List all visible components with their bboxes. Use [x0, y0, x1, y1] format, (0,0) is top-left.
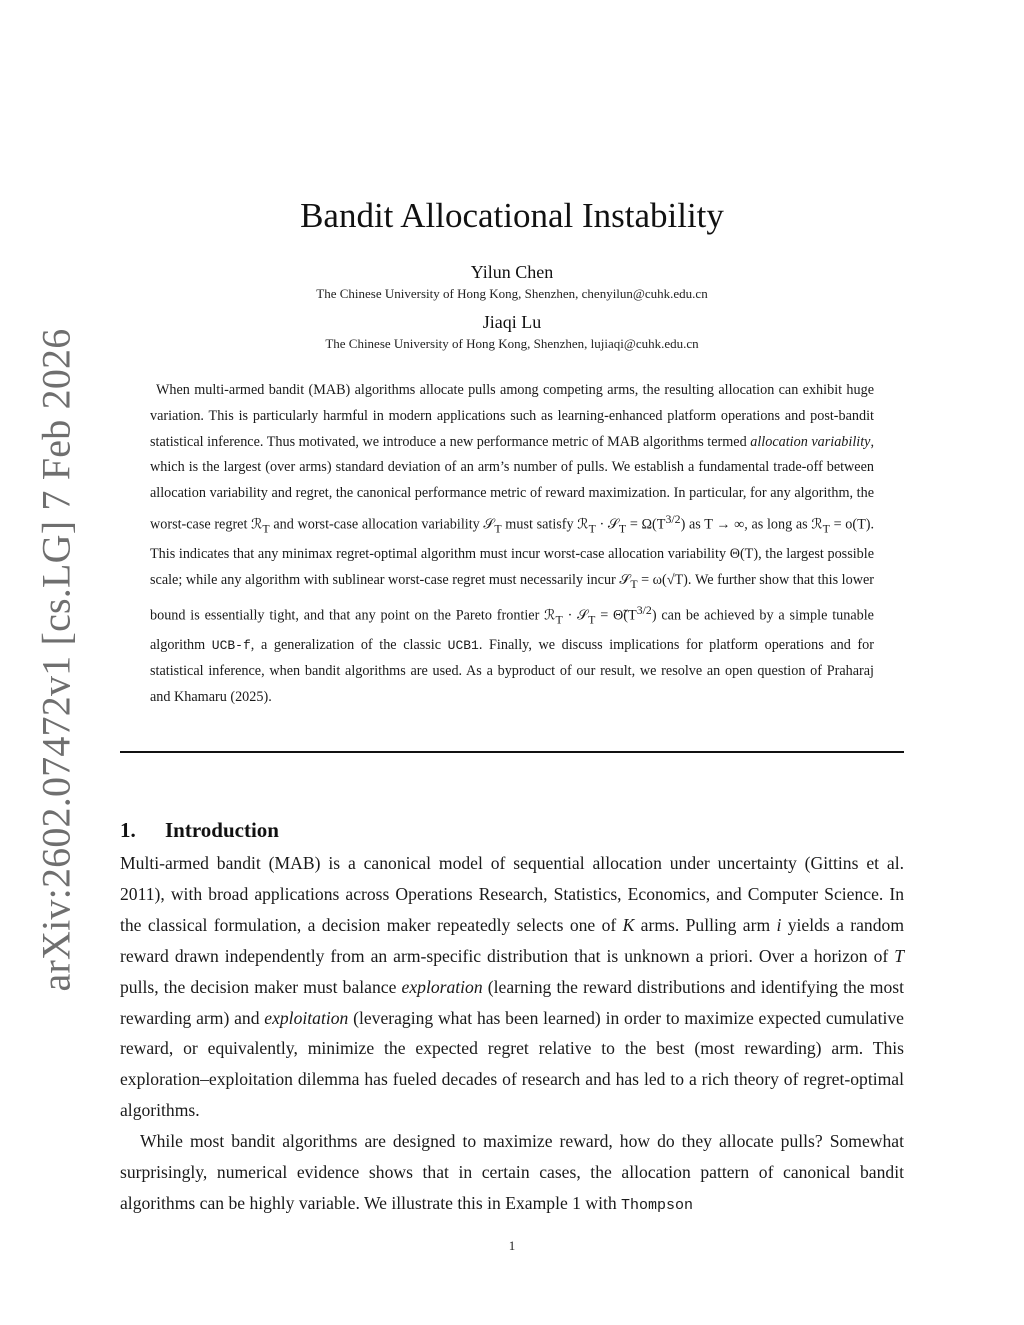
algorithm-ucb-f: UCB-f [211, 638, 251, 654]
body-paragraph-1: Multi-armed bandit (MAB) is a canonical model of sequential allocation under uncertainty (Gittins et al. 2011), with broad applications across Operations Research, Statistics, Economics, and Computer Science. In the classical formulation, a decision maker repeatedly selects one of K arms. Pulling arm i yields a random reward drawn independently from an arm-specific distribution that is unknown a priori. Over a horizon of T pulls, the decision maker must balance exploration (learning the reward distributions and identifying the most rewarding arm) and exploitation (leveraging what has been learned) in order to maximize expected cumulative reward, or equivalently, minimize the expected regret relative to the best (most rewarding) arm. This exploration–exploitation dilemma has fueled decades of research and has led to a rich theory of regret-optimal algorithms. [120, 853, 905, 1121]
page-number: 1 [508, 1238, 516, 1253]
section-title: Introduction [165, 818, 279, 842]
term-exploitation: exploitation [264, 1007, 349, 1028]
term-allocation-variability: allocation variability [750, 433, 871, 450]
algorithm-thompson: Thompson [621, 1196, 694, 1214]
author-affiliation-2: The Chinese University of Hong Kong, Shenzhen, lujiaqi@cuhk.edu.cn [325, 336, 699, 351]
arxiv-identifier-stamp: arXiv:2602.07472v1 [cs.LG] 7 Feb 2026 [33, 328, 79, 992]
author-name-2: Jiaqi Lu [482, 312, 542, 332]
abstract-divider [120, 751, 904, 753]
abstract-paragraph: When multi-armed bandit (MAB) algorithms allocate pulls among competing arms, the resulting allocation can exhibit huge variation. This is particularly harmful in modern applications such as learning-enhanced platform operations and post-bandit statistical inference. Thus motivated, we introduce a new performance metric of MAB algorithms termed allocation variability, which is the largest (over arms) standard deviation of an arm’s number of pulls. We establish a fundamental trade-off between allocation variability and regret, the canonical performance metric of reward maximization. In particular, for any algorithm, the worst-case regret ℛ$_T$ and worst-case allocation variability 𝒮$_T$ must satisfy ℛ$_T$ · 𝒮$_T$ = $\Omega(T^{3/2})$ as T → ∞, as long as ℛ$_T$ = o(T). This indicates that any minimax regret-optimal algorithm must incur worst-case allocation variability Θ(T), the largest possible scale; while any algorithm with sublinear worst-case regret must necessarily incur 𝒮$_T$ = ω(√T). We further show that this lower bound is essentially tight, and that any point on the Pareto frontier ℛ$_T$ · 𝒮$_T$ = $\Thetã(T^{3/2})$ can be achieved by a simple tunable algorithm UCB-f, a generalization of the classic UCB1. Finally, we discuss implications for platform operations and for statistical inference, when bandit algorithms are used. As a byproduct of our result, we resolve an open question of Praharaj and Khamaru (2025). [150, 382, 875, 705]
algorithm-ucb1: UCB1 [447, 638, 479, 654]
author-name-1: Yilun Chen [470, 262, 554, 282]
body-paragraph-2: While most bandit algorithms are designed to maximize reward, how do they allocate pulls? Somewhat surprisingly, numerical evidence shows that in certain cases, the allocation pattern of canonical bandit algorithms can be highly variable. We illustrate this in Example 1 with Thompson [120, 1131, 904, 1214]
section-heading [120, 818, 279, 843]
paper-title: Bandit Allocational Instability [300, 196, 724, 235]
section-number: 1. [120, 818, 136, 842]
abstract [150, 378, 874, 711]
term-exploration: exploration [401, 976, 483, 997]
body-text [120, 848, 904, 1222]
author-affiliation-1: The Chinese University of Hong Kong, Shenzhen, chenyilun@cuhk.edu.cn [316, 286, 708, 301]
